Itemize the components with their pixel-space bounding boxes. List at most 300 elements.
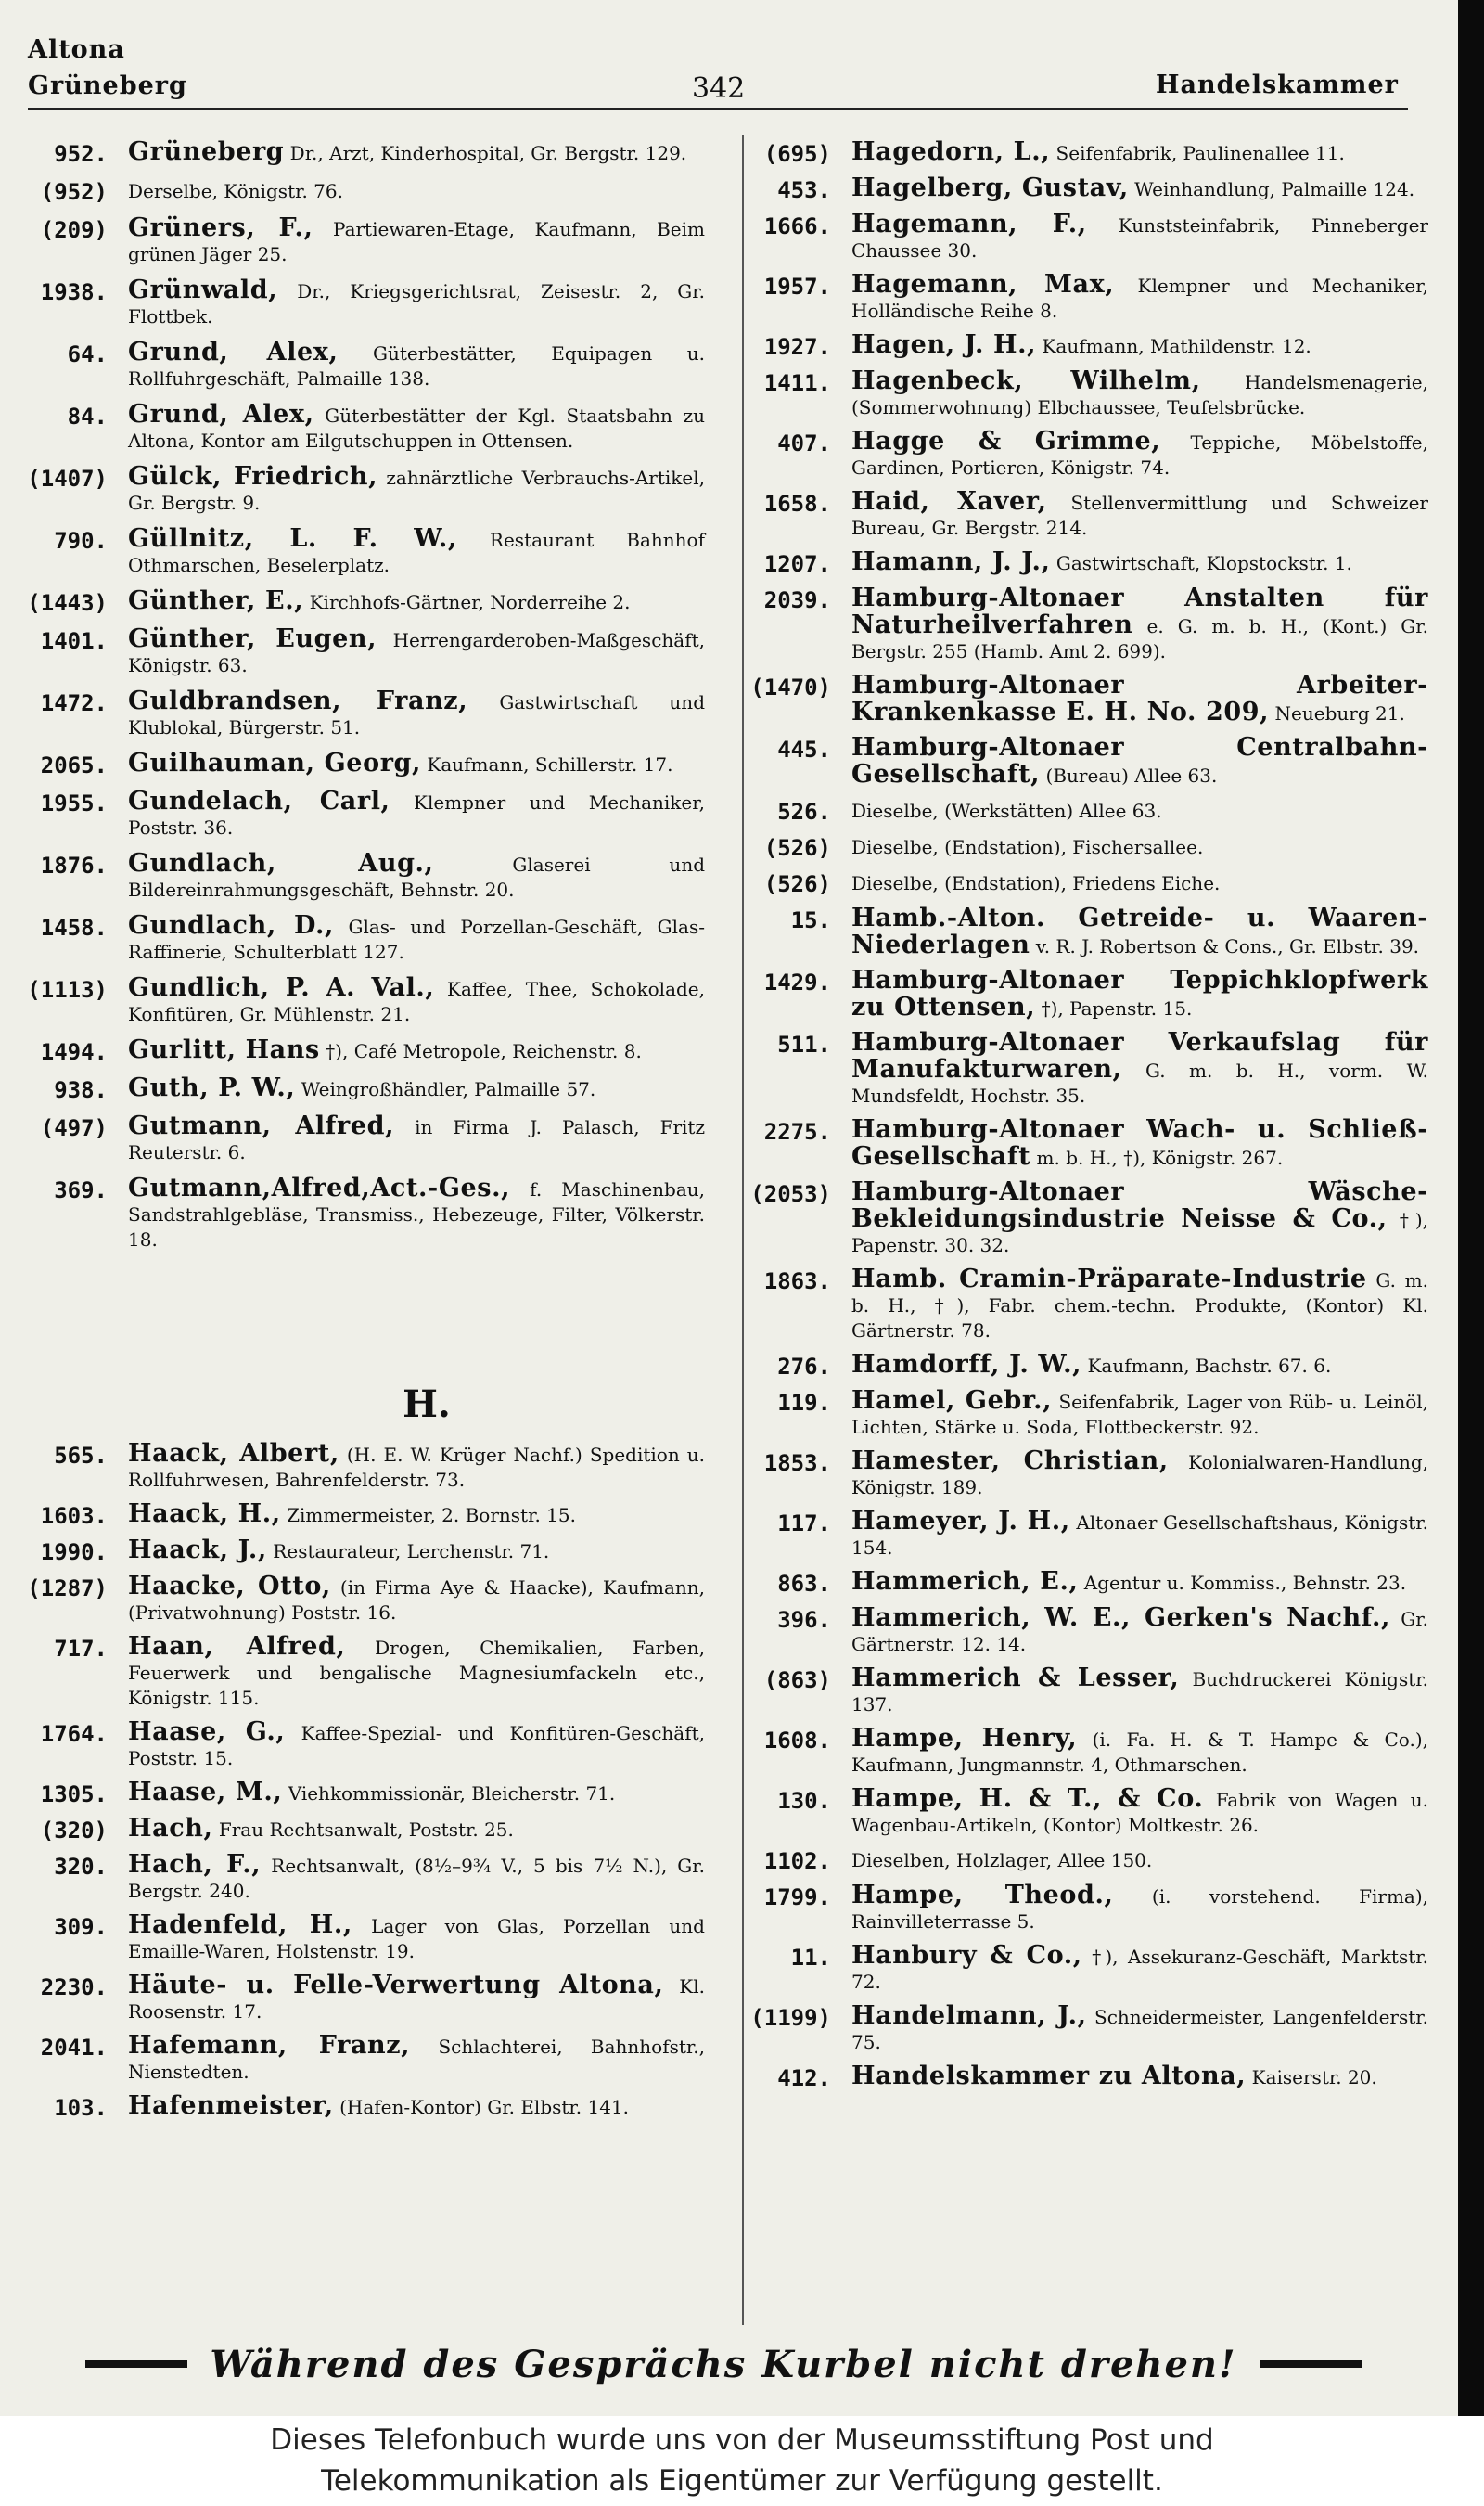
subscriber-name: Gurlitt, Hans [128, 1035, 320, 1064]
subscriber-details: f. Maschinenbau, Sandstrahlgebläse, Transmiss., Hebezeuge, Filter, Völkerstr. 18. [128, 1178, 705, 1251]
subscriber-name: Hagedorn, L., [851, 137, 1051, 166]
directory-entry [19, 975, 705, 1027]
subscriber-details: G. m. b. H., vorm. W. Mundsfeldt, Hochstr. 35. [851, 1060, 1428, 1107]
header-first-entry: Grüneberg [28, 71, 187, 101]
subscriber-name: Hampe, H. & T., & Co. [851, 1784, 1204, 1813]
subscriber-details: Derselbe, Königstr. 76. [128, 180, 343, 202]
entry-body [128, 215, 705, 267]
directory-entry [742, 1605, 1428, 1657]
subscriber-details: Teppiche, Möbelstoffe, Gardinen, Portieren, Königstr. 74. [851, 431, 1428, 479]
subscriber-details: (i. vorstehend. Firma), Rainvilleterrasse 5. [851, 1885, 1429, 1933]
subscriber-details: †), Papenstr. 15. [1035, 997, 1193, 1020]
directory-entry [19, 588, 705, 616]
caption-line-1: Dieses Telefonbuch wurde uns von der Museumsstiftung Post und [270, 2423, 1214, 2457]
phone-number: (320) [40, 1818, 108, 1844]
subscriber-details: Dr., Kriegsgerichtsrat, Zeisestr. 2, Gr. Flottbek. [128, 280, 705, 328]
subscriber-name: Hamdorff, J. W., [851, 1350, 1082, 1379]
phone-number: (1113) [27, 977, 108, 1003]
subscriber-details: G. m. b. H., †), Fabr. chem.-techn. Produkte, (Kontor) Kl. Gärtnerstr. 78. [851, 1269, 1428, 1342]
directory-entry [742, 869, 1428, 897]
subscriber-details: (Hafen-Kontor) Gr. Elbstr. 141. [333, 2096, 630, 2118]
directory-entry [742, 1179, 1428, 1258]
subscriber-details: Klempner und Mechaniker, Poststr. 36. [128, 791, 705, 839]
directory-entry [742, 906, 1428, 959]
directory-entry [742, 212, 1428, 263]
header-city: Altona [28, 35, 125, 64]
phone-number: 445. [777, 737, 831, 763]
subscriber-details: Seifenfabrik, Paulinenallee 11. [1050, 142, 1345, 164]
phone-number: (1287) [27, 1575, 108, 1601]
directory-entry [742, 429, 1428, 481]
phone-number: 938. [54, 1077, 108, 1103]
phone-number: 103. [54, 2095, 108, 2121]
phone-number: 1927. [763, 334, 831, 360]
directory-entry [19, 1113, 705, 1165]
directory-entry [19, 1852, 705, 1904]
directory-entry [19, 1501, 705, 1529]
phone-number: 407. [777, 431, 831, 456]
directory-entry [19, 177, 705, 205]
entry-body [128, 1537, 705, 1564]
phone-number: 1938. [40, 279, 108, 305]
subscriber-details: Kaffee, Thee, Schokolade, Konfitüren, Gr. Mühlenstr. 21. [128, 978, 705, 1025]
entry-body [851, 489, 1428, 541]
directory-entry [742, 673, 1428, 726]
subscriber-name: Hafenmeister, [128, 2091, 334, 2120]
subscriber-name: Güllnitz, L. F. W., [128, 524, 457, 553]
phone-number: 1799. [763, 1884, 831, 1910]
directory-entry [19, 688, 705, 740]
directory-entry [742, 1569, 1428, 1597]
directory-entry [742, 2003, 1428, 2055]
subscriber-details: e. G. m. b. H., (Kont.) Gr. Bergstr. 255 (Hamb. Amt 2. 699). [851, 615, 1428, 662]
slogan-rule-right [1260, 2360, 1362, 2368]
left-column [19, 139, 705, 2129]
phone-number: (209) [40, 217, 108, 243]
subscriber-name: Guilhauman, Georg, [128, 749, 422, 778]
directory-entry [19, 464, 705, 516]
entry-body [851, 1883, 1428, 1934]
directory-entry [742, 585, 1428, 664]
phone-number: (497) [40, 1115, 108, 1141]
subscriber-name: Hach, F., [128, 1850, 262, 1879]
section-letter: H. [403, 1382, 451, 1426]
subscriber-details: Handelsmenagerie, (Sommerwohnung) Elbchaussee, Teufelsbrücke. [851, 371, 1428, 418]
subscriber-details: Kaufmann, Mathildenstr. 12. [1036, 335, 1311, 357]
directory-entry [742, 549, 1428, 577]
entry-body [128, 1037, 705, 1064]
entry-body [128, 789, 705, 841]
subscriber-name: Gutmann,Alfred,Act.-Ges., [128, 1174, 511, 1202]
entry-body [851, 212, 1428, 263]
directory-entry [19, 1574, 705, 1626]
subscriber-details: †), Assekuranz-Geschäft, Marktstr. 72. [851, 1946, 1428, 1993]
phone-number: 1472. [40, 690, 108, 716]
subscriber-name: Haase, G., [128, 1717, 286, 1746]
directory-entry [19, 851, 705, 903]
entry-body [128, 1719, 705, 1771]
directory-entry [742, 1665, 1428, 1717]
phone-number: 1990. [40, 1539, 108, 1565]
subscriber-name: Günther, Eugen, [128, 624, 377, 653]
subscriber-details: Kl. Roosenstr. 17. [128, 1975, 705, 2023]
entry-body [128, 340, 705, 392]
directory-entry [742, 1786, 1428, 1838]
phone-number: 117. [777, 1510, 831, 1536]
entry-body [128, 1780, 705, 1806]
subscriber-name: Hamburg-Altonaer Anstalten für Naturheilverfahren [851, 584, 1428, 639]
entry-body [128, 1441, 705, 1493]
phone-number: 2275. [763, 1119, 831, 1145]
phone-number: 1876. [40, 853, 108, 879]
subscriber-details: Kaffee-Spezial- und Konfitüren-Geschäft, Poststr. 15. [128, 1722, 705, 1769]
directory-entry [742, 139, 1428, 167]
directory-entry [19, 1441, 705, 1493]
entry-body [128, 139, 705, 166]
directory-entry [742, 1352, 1428, 1380]
subscriber-details: Stellenvermittlung und Schweizer Bureau, Gr. Bergstr. 214. [851, 492, 1428, 539]
subscriber-details: †), Papenstr. 30. 32. [851, 1209, 1428, 1256]
entry-body [851, 1179, 1428, 1258]
entry-body [128, 851, 705, 903]
phone-number: 2041. [40, 2035, 108, 2061]
phone-number: 309. [54, 1914, 108, 1940]
directory-entry [742, 833, 1428, 861]
subscriber-details: Restaurant Bahnhof Othmarschen, Beselerplatz. [128, 529, 705, 576]
directory-entry [19, 2033, 705, 2085]
phone-number: 64. [67, 341, 108, 367]
subscriber-name: Hamann, J. J., [851, 547, 1051, 576]
entry-body [128, 402, 705, 454]
subscriber-details: Neueburg 21. [1269, 702, 1405, 725]
entry-body [128, 1113, 705, 1165]
entry-body [851, 1665, 1428, 1717]
phone-number: 1603. [40, 1503, 108, 1529]
subscriber-details: Glaserei und Bildereinrahmungsgeschäft, Behnstr. 20. [128, 854, 705, 901]
subscriber-details: (in Firma Aye & Haacke), Kaufmann, (Privatwohnung) Poststr. 16. [128, 1576, 706, 1624]
directory-entry [742, 1846, 1428, 1874]
subscriber-details: Dieselbe, (Endstation), Fischersallee. [851, 836, 1204, 858]
subscriber-name: Häute- u. Felle-Verwertung Altona, [128, 1971, 664, 1999]
phone-number: 412. [777, 2065, 831, 2091]
subscriber-details: Kolonialwaren-Handlung, Königstr. 189. [851, 1451, 1428, 1498]
subscriber-details: Glas- und Porzellan-Geschäft, Glas-Raffinerie, Schulterblatt 127. [128, 916, 705, 963]
phone-number: (1470) [750, 675, 831, 700]
entry-body [851, 139, 1428, 166]
entry-body [128, 1973, 705, 2024]
subscriber-name: Grünwald, [128, 276, 278, 304]
entry-body [851, 368, 1428, 420]
phone-number: 396. [777, 1607, 831, 1633]
phone-number: 15. [790, 907, 831, 933]
subscriber-details: Güterbestätter, Equipagen u. Rollfuhrgeschäft, Palmaille 138. [128, 342, 705, 390]
phone-number: 565. [54, 1443, 108, 1469]
subscriber-details: (H. E. W. Krüger Nachf.) Spedition u. Rollfuhrwesen, Bahrenfelderstr. 73. [128, 1444, 705, 1491]
subscriber-name: Grund, Alex, [128, 400, 314, 429]
directory-entry [19, 1719, 705, 1771]
subscriber-name: Haack, J., [128, 1536, 267, 1564]
entry-body [851, 1605, 1428, 1657]
entry-body [851, 673, 1428, 726]
entry-body [128, 2093, 705, 2120]
subscriber-details: Dr., Arzt, Kinderhospital, Gr. Bergstr. 129. [284, 142, 687, 164]
subscriber-name: Hampe, Theod., [851, 1881, 1114, 1909]
entry-body [851, 2063, 1428, 2090]
subscriber-name: Hameyer, J. H., [851, 1507, 1070, 1536]
entry-body [851, 1786, 1428, 1838]
entry-body [851, 1388, 1428, 1440]
entry-body [128, 1912, 705, 1964]
subscriber-name: Handelskammer zu Altona, [851, 2062, 1247, 2090]
phone-number: 276. [777, 1354, 831, 1380]
subscriber-details: Frau Rechtsanwalt, Poststr. 25. [212, 1818, 514, 1841]
phone-number: (2053) [750, 1181, 831, 1207]
directory-entry [19, 1912, 705, 1964]
header-left [28, 32, 187, 104]
page-number: 342 [692, 72, 746, 105]
directory-entry [742, 489, 1428, 541]
subscriber-details: Herrengarderoben-Maßgeschäft, Königstr. 63. [128, 629, 705, 676]
entry-body [128, 1501, 705, 1528]
subscriber-details: in Firma J. Palasch, Fritz Reuterstr. 6. [128, 1116, 705, 1163]
phone-number: (1407) [27, 466, 108, 492]
entry-body [851, 1117, 1428, 1171]
phone-number: 1955. [40, 790, 108, 816]
phone-number: 2039. [763, 587, 831, 613]
subscriber-name: Gundlach, Aug., [128, 849, 434, 878]
directory-entry [19, 751, 705, 778]
entry-body [851, 272, 1428, 324]
entry-body [851, 869, 1428, 896]
slogan-rule-left [85, 2360, 187, 2368]
subscriber-details: (i. Fa. H. & T. Hampe & Co.), Kaufmann, Jungmannstr. 4, Othmarschen. [851, 1728, 1428, 1776]
entry-body [128, 913, 705, 965]
subscriber-details: m. b. H., †), Königstr. 267. [1030, 1147, 1284, 1169]
entry-body [851, 1030, 1428, 1109]
subscriber-name: Hagemann, F., [851, 210, 1087, 238]
phone-number: (1443) [27, 590, 108, 616]
subscriber-details: Klempner und Mechaniker, Holländische Reihe 8. [851, 275, 1428, 322]
entry-body [851, 735, 1428, 789]
entry-body [851, 429, 1428, 481]
entry-body [851, 1352, 1428, 1379]
phone-number: 2230. [40, 1974, 108, 2000]
subscriber-details: Dieselbe, (Werkstätten) Allee 63. [851, 800, 1162, 822]
phone-number: 1411. [763, 370, 831, 396]
directory-entry [19, 139, 705, 167]
subscriber-name: Grund, Alex, [128, 338, 339, 366]
phone-number: 717. [54, 1636, 108, 1662]
subscriber-name: Handelmann, J., [851, 2001, 1087, 2030]
subscriber-details: †), Café Metropole, Reichenstr. 8. [319, 1040, 642, 1062]
entry-body [851, 549, 1428, 576]
directory-entry [19, 1634, 705, 1711]
directory-entry [19, 789, 705, 841]
entry-body [851, 585, 1428, 664]
phone-number: 1458. [40, 915, 108, 941]
subscriber-name: Hagge & Grimme, [851, 427, 1161, 456]
subscriber-details: Zimmermeister, 2. Bornstr. 15. [280, 1504, 576, 1526]
header-last-entry: Handelskammer [1156, 71, 1399, 99]
subscriber-details: Schlachterei, Bahnhofstr., Nienstedten. [128, 2036, 705, 2083]
subscriber-name: Gutmann, Alfred, [128, 1112, 395, 1140]
entries-g [19, 139, 705, 1253]
entry-body [128, 751, 705, 778]
subscriber-name: Hamb. Cramin-Präparate-Industrie [851, 1265, 1367, 1293]
entries-h [19, 1441, 705, 2121]
subscriber-name: Hammerich & Lesser, [851, 1664, 1180, 1692]
subscriber-details: Weinhandlung, Palmaille 124. [1128, 178, 1415, 200]
directory-entry [19, 277, 705, 329]
subscriber-details: Kunststeinfabrik, Pinneberger Chaussee 30. [851, 214, 1428, 262]
phone-number: (952) [40, 179, 108, 205]
subscriber-name: Hamel, Gebr., [851, 1386, 1053, 1415]
phone-number: 119. [777, 1390, 831, 1416]
phone-number: 1853. [763, 1450, 831, 1476]
slogan-bar [28, 2336, 1419, 2392]
phone-number: 1401. [40, 628, 108, 654]
phone-number: (695) [763, 141, 831, 167]
directory-entry [742, 735, 1428, 789]
directory-entry [742, 1943, 1428, 1995]
slogan-text: Während des Gesprächs Kurbel nicht drehen! [210, 2342, 1237, 2386]
subscriber-name: Hamburg-Altonaer Teppichklopfwerk zu Ottensen, [851, 966, 1428, 1022]
entry-body [128, 626, 705, 678]
subscriber-name: Haase, M., [128, 1778, 283, 1806]
directory-entry [742, 1388, 1428, 1440]
entry-body [851, 1943, 1428, 1995]
phone-number: (526) [763, 871, 831, 897]
subscriber-name: Grüners, F., [128, 213, 313, 242]
subscriber-details: Schneidermeister, Langenfelderstr. 75. [851, 2006, 1428, 2053]
entry-body [128, 277, 705, 329]
directory-entry [19, 626, 705, 678]
directory-entry [19, 1780, 705, 1807]
subscriber-name: Hagen, J. H., [851, 330, 1037, 359]
subscriber-details: Rechtsanwalt, (8½–9¾ V., 5 bis 7½ N.), Gr. Bergstr. 240. [128, 1855, 705, 1902]
phone-number: 1608. [763, 1728, 831, 1754]
phone-number: 1429. [763, 970, 831, 996]
scan-edge [1458, 0, 1484, 2416]
entry-body [128, 1176, 705, 1253]
directory-entry [742, 1030, 1428, 1109]
directory-entry [742, 1266, 1428, 1343]
directory-entry [742, 1883, 1428, 1934]
entry-body [128, 464, 705, 516]
subscriber-details: Altonaer Gesellschaftshaus, Königstr. 154. [851, 1511, 1428, 1559]
directory-entry [19, 402, 705, 454]
directory-entry [19, 1537, 705, 1565]
right-column [742, 139, 1428, 2100]
phone-number: 1957. [763, 274, 831, 300]
subscriber-details: Drogen, Chemikalien, Farben, Feuerwerk und bengalische Magnesiumfackeln etc., Königstr. 115. [128, 1637, 705, 1709]
phone-number: 526. [777, 799, 831, 825]
subscriber-name: Hamburg-Altonaer Wach- u. Schließ-Gesellschaft [851, 1115, 1428, 1171]
subscriber-details: Seifenfabrik, Lager von Rüb- u. Leinöl, Lichten, Stärke u. Soda, Flottbeckerstr. 92. [851, 1391, 1428, 1438]
subscriber-name: Hagemann, Max, [851, 270, 1115, 299]
subscriber-details: Gastwirtschaft, Klopstockstr. 1. [1050, 552, 1352, 574]
subscriber-details: Gastwirtschaft und Klublokal, Bürgerstr. 51. [128, 691, 705, 739]
phone-number: 863. [777, 1571, 831, 1597]
subscriber-details: Agentur u. Kommiss., Behnstr. 23. [1078, 1572, 1407, 1594]
phone-number: (863) [763, 1667, 831, 1693]
entry-body [851, 906, 1428, 959]
phone-number: 1764. [40, 1721, 108, 1747]
entry-body [851, 1726, 1428, 1778]
subscriber-name: Gülck, Friedrich, [128, 462, 378, 491]
subscriber-details: Partiewaren-Etage, Kaufmann, Beim grünen Jäger 25. [128, 218, 705, 265]
subscriber-details: Kaiserstr. 20. [1246, 2066, 1377, 2088]
directory-entry [742, 1448, 1428, 1500]
subscriber-name: Gundelach, Carl, [128, 787, 390, 816]
subscriber-details: Kaufmann, Bachstr. 67. 6. [1081, 1355, 1332, 1377]
entry-body [128, 1634, 705, 1711]
subscriber-name: Haack, H., [128, 1499, 281, 1528]
directory-entry [19, 1816, 705, 1844]
entry-body [851, 2003, 1428, 2055]
subscriber-name: Hammerich, E., [851, 1567, 1079, 1596]
subscriber-name: Hagenbeck, Wilhelm, [851, 366, 1201, 395]
subscriber-name: Hammerich, W. E., Gerken's Nachf., [851, 1603, 1391, 1632]
subscriber-name: Hadenfeld, H., [128, 1910, 352, 1939]
phone-number: 1207. [763, 551, 831, 577]
entry-body [128, 975, 705, 1027]
phone-number: 511. [777, 1032, 831, 1058]
directory-entry [742, 1509, 1428, 1561]
subscriber-details: Restaurateur, Lerchenstr. 71. [266, 1540, 550, 1562]
subscriber-name: Guth, P. W., [128, 1073, 296, 1102]
subscriber-details: Fabrik von Wagen u. Wagenbau-Artikeln, (Kontor) Moltkestr. 26. [851, 1789, 1428, 1836]
subscriber-name: Haan, Alfred, [128, 1632, 346, 1661]
subscriber-name: Hagelberg, Gustav, [851, 173, 1129, 202]
phone-number: 952. [54, 141, 108, 167]
subscriber-name: Hach, [128, 1814, 213, 1843]
phone-number: 320. [54, 1854, 108, 1880]
entry-body [851, 332, 1428, 359]
directory-entry [19, 526, 705, 578]
entry-body [851, 968, 1428, 1022]
directory-entry [742, 968, 1428, 1022]
subscriber-name: Hamb.-Alton. Getreide- u. Waaren-Niederlagen [851, 904, 1428, 959]
entry-body [851, 1569, 1428, 1596]
phone-number: 130. [777, 1788, 831, 1814]
entry-body [851, 1846, 1428, 1873]
caption-line-2: Telekommunikation als Eigentümer zur Verfügung gestellt. [321, 2464, 1163, 2498]
entry-body [128, 1075, 705, 1102]
directory-entry [742, 1726, 1428, 1778]
phone-number: 1305. [40, 1781, 108, 1807]
directory-entry [19, 1176, 705, 1253]
phone-number: 453. [777, 177, 831, 203]
directory-entry [19, 215, 705, 267]
subscriber-details: Kaufmann, Schillerstr. 17. [421, 753, 673, 776]
entry-body [851, 1266, 1428, 1343]
subscriber-details: Weingroßhändler, Palmaille 57. [295, 1078, 596, 1100]
phone-number: 1863. [763, 1268, 831, 1294]
directory-entry [742, 797, 1428, 825]
subscriber-details: Dieselben, Holzlager, Allee 150. [851, 1849, 1153, 1871]
directory-entry [742, 175, 1428, 203]
subscriber-name: Guldbrandsen, Franz, [128, 687, 468, 715]
directory-entry [19, 1037, 705, 1065]
header-rule [28, 108, 1408, 110]
subscriber-name: Gundlich, P. A. Val., [128, 973, 435, 1002]
directory-entry [742, 2063, 1428, 2091]
phone-number: 1494. [40, 1039, 108, 1065]
entry-body [128, 1852, 705, 1904]
subscriber-details: v. R. J. Robertson & Cons., Gr. Elbstr. 39. [1030, 935, 1420, 957]
subscriber-details: Kirchhofs-Gärtner, Norderreihe 2. [303, 591, 631, 613]
